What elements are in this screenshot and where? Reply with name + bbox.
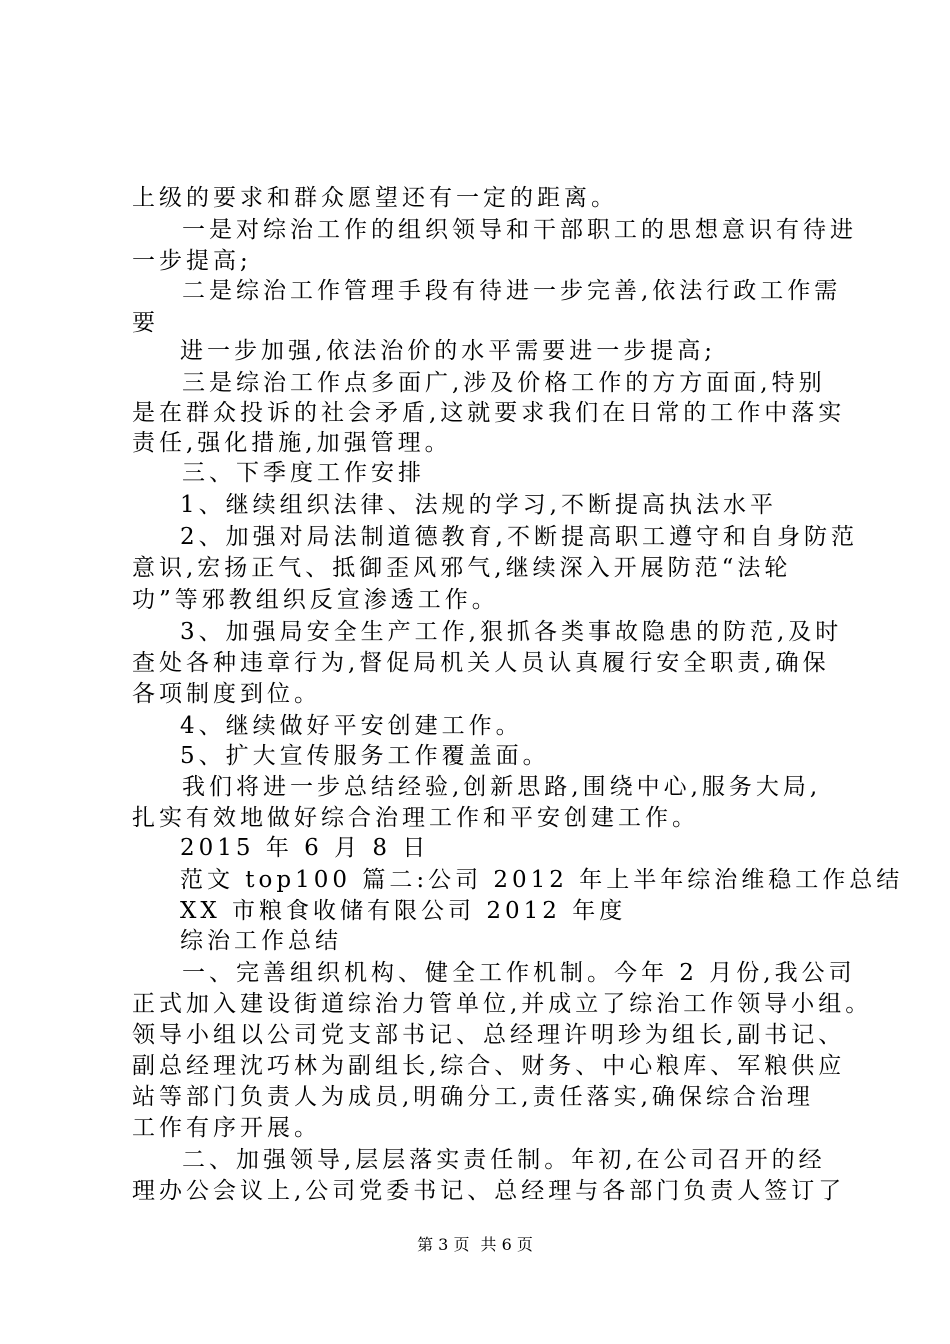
page-footer — [0, 1235, 950, 1255]
text-line: 2015 年 6 月 8 日 — [180, 835, 430, 861]
page-total: 共 6 页 — [480, 1235, 533, 1254]
text-line: 上级的要求和群众愿望还有一定的距离。 — [132, 185, 618, 211]
text-line: 5、扩大宣传服务工作覆盖面。 — [180, 743, 550, 769]
text-line: 站等部门负责人为成员,明确分工,责任落实,确保综合治理 — [132, 1084, 814, 1110]
text-line: 4、继续做好平安创建工作。 — [180, 713, 523, 739]
text-line: 三、下季度工作安排 — [182, 460, 425, 486]
text-line: 领导小组以公司党支部书记、总经理许明珍为组长,副书记、 — [132, 1022, 846, 1048]
text-line: 要 — [132, 310, 159, 336]
text-line: XX 市粮食收储有限公司 2012 年度 — [180, 898, 627, 924]
text-line: 综治工作总结 — [180, 928, 342, 954]
text-line: 一是对综治工作的组织领导和干部职工的思想意识有待进 — [182, 217, 857, 243]
text-line: 查处各种违章行为,督促局机关人员认真履行安全职责,确保 — [132, 650, 830, 676]
text-line: 功”等邪教组织反宣渗透工作。 — [132, 587, 499, 613]
text-line: 二是综治工作管理手段有待进一步完善,依法行政工作需 — [182, 278, 842, 304]
text-line: 各项制度到位。 — [132, 681, 321, 707]
text-line: 我们将进一步总结经验,创新思路,围绕中心,服务大局, — [182, 774, 822, 800]
text-line: 2、加强对局法制道德教育,不断提高职工遵守和自身防范 — [180, 524, 858, 550]
text-line: 责任,强化措施,加强管理。 — [132, 430, 452, 456]
text-line: 二、加强领导,层层落实责任制。年初,在公司召开的经 — [182, 1147, 826, 1173]
text-line: 是在群众投诉的社会矛盾,这就要求我们在日常的工作中落实 — [132, 400, 846, 426]
text-line: 工作有序开展。 — [132, 1115, 321, 1141]
text-line: 正式加入建设街道综治力管单位,并成立了综治工作领导小组。 — [132, 991, 873, 1017]
text-line: 理办公会议上,公司党委书记、总经理与各部门负责人签订了 — [132, 1178, 846, 1204]
text-line: 副总经理沈巧林为副组长,综合、财务、中心粮库、军粮供应 — [132, 1053, 846, 1079]
text-line: 1、继续组织法律、法规的学习,不断提高执法水平 — [180, 492, 777, 518]
text-line: 意识,宏扬正气、抵御歪风邪气,继续深入开展防范“法轮 — [132, 555, 792, 581]
page-number: 第 3 页 — [417, 1235, 470, 1254]
text-line: 一、完善组织机构、健全工作机制。今年 2 月份,我公司 — [182, 960, 856, 986]
text-line: 一步提高; — [132, 248, 252, 274]
text-line: 扎实有效地做好综合治理工作和平安创建工作。 — [132, 805, 699, 831]
text-line: 3、加强局安全生产工作,狠抓各类事故隐患的防范,及时 — [180, 619, 843, 645]
text-line: 三是综治工作点多面广,涉及价格工作的方方面面,特别 — [182, 370, 826, 396]
text-line: 进一步加强,依法治价的水平需要进一步提高; — [180, 338, 717, 364]
text-line: 范文 top100 篇二:公司 2012 年上半年综治维稳工作总结 — [180, 867, 904, 893]
